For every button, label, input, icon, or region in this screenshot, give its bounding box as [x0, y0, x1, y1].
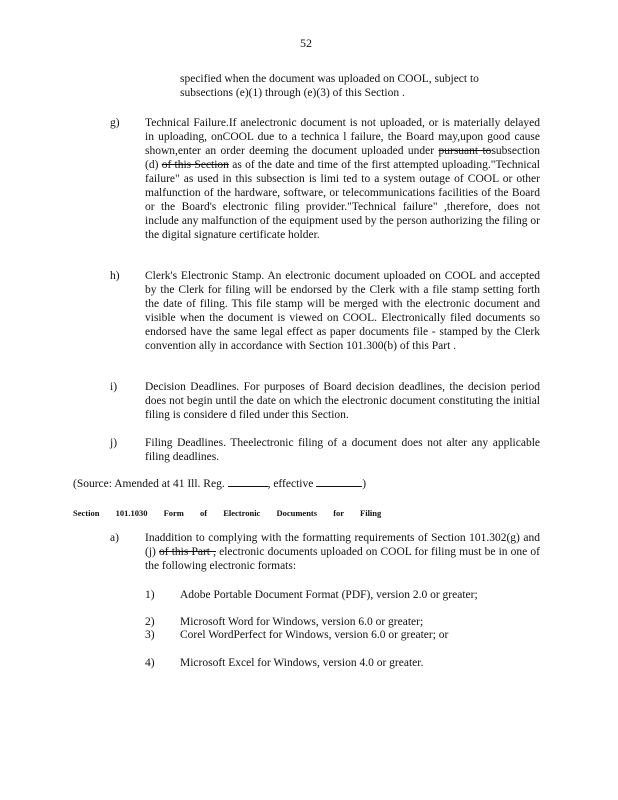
- item-a-deleted: of this Part ,: [159, 546, 216, 558]
- item-a-text: [145, 531, 540, 573]
- source-mid: , effective: [267, 478, 314, 490]
- item-g-text-3: as of the date and time of the first attempted uploading."Technical failure" as used in this subsection is limi ted to a system outage of COOL or other malfunction of the hardware, software, or telecommunications facilities of the Board or the Board's electronic filing provider."Technical failure" ,therefore, does not include any malfunction of the equipment used by the person authorizing the filing or the digital signature certificate holder.: [145, 159, 540, 241]
- format-item-number: 2): [145, 616, 155, 628]
- item-j-label: j): [110, 437, 118, 449]
- format-item-text: Microsoft Word for Windows, version 6.0 or greater;: [180, 616, 424, 628]
- format-item-number: 1): [145, 589, 155, 601]
- item-a-label: a): [110, 532, 119, 544]
- source-note: [73, 476, 366, 491]
- item-i-text: Decision Deadlines. For purposes of Board decision deadlines, the decision period does not begin until the date on which the electronic document constituting the initial filing is considere d filed under this Section.: [145, 381, 540, 421]
- continuation-text: specified when the document was uploaded on COOL, subject to subsections (e)(1) through (e)(3) of this Section .: [180, 73, 479, 99]
- format-item-text: Adobe Portable Document Format (PDF), version 2.0 or greater;: [180, 589, 478, 601]
- source-prefix: (Source: Amended at 41 Ill. Reg.: [73, 478, 225, 490]
- item-g-deleted-1: pursuant to: [438, 145, 492, 157]
- item-h-label: h): [110, 270, 120, 282]
- item-j-text: Filing Deadlines. Theelectronic filing of a document does not alter any applicable filing deadlines.: [145, 437, 540, 463]
- item-g-text-2: subsection (d): [145, 145, 540, 171]
- page-number: 52: [300, 36, 312, 50]
- item-a-text-2: electronic documents uploaded on COOL for filing must be in one of the following electronic formats:: [145, 546, 540, 572]
- format-item-number: 3): [145, 629, 155, 641]
- source-suffix: ): [362, 478, 367, 490]
- section-heading: Section 101.1030 Form of Electronic Documents for Filing: [73, 508, 382, 518]
- item-a-text-1: Inaddition to complying with the formatting requirements of Section 101.302(g) and (j): [145, 532, 540, 558]
- source-blank-2: [316, 476, 362, 487]
- source-blank-1: [228, 476, 268, 487]
- format-item-text: Microsoft Excel for Windows, version 4.0 or greater.: [180, 657, 424, 669]
- format-item-text: Corel WordPerfect for Windows, version 6.0 or greater; or: [180, 629, 449, 641]
- item-i-label: i): [110, 381, 118, 393]
- item-g-text-1: Technical Failure.If anelectronic document is not uploaded, or is materially delayed in uploading, onCOOL due to a technica l failure, the Board may,upon good cause shown,enter an order deeming the document uploaded under: [145, 117, 540, 157]
- item-g-deleted-2: of this Section: [161, 159, 229, 171]
- format-item-number: 4): [145, 657, 155, 669]
- item-g-text: [145, 116, 540, 242]
- item-h-text: Clerk's Electronic Stamp. An electronic document uploaded on COOL and accepted by the Clerk for filing will be endorsed by the Clerk with a file stamp setting forth the date of filing. This file stamp will be merged with the electronic document and visible when the document is viewed on COOL. Electronically filed documents so endorsed have the same legal effect as paper documents file - stamped by the Clerk convention ally in accordance with Section 101.300(b) of this Part .: [145, 270, 540, 352]
- item-g-label: g): [110, 117, 120, 129]
